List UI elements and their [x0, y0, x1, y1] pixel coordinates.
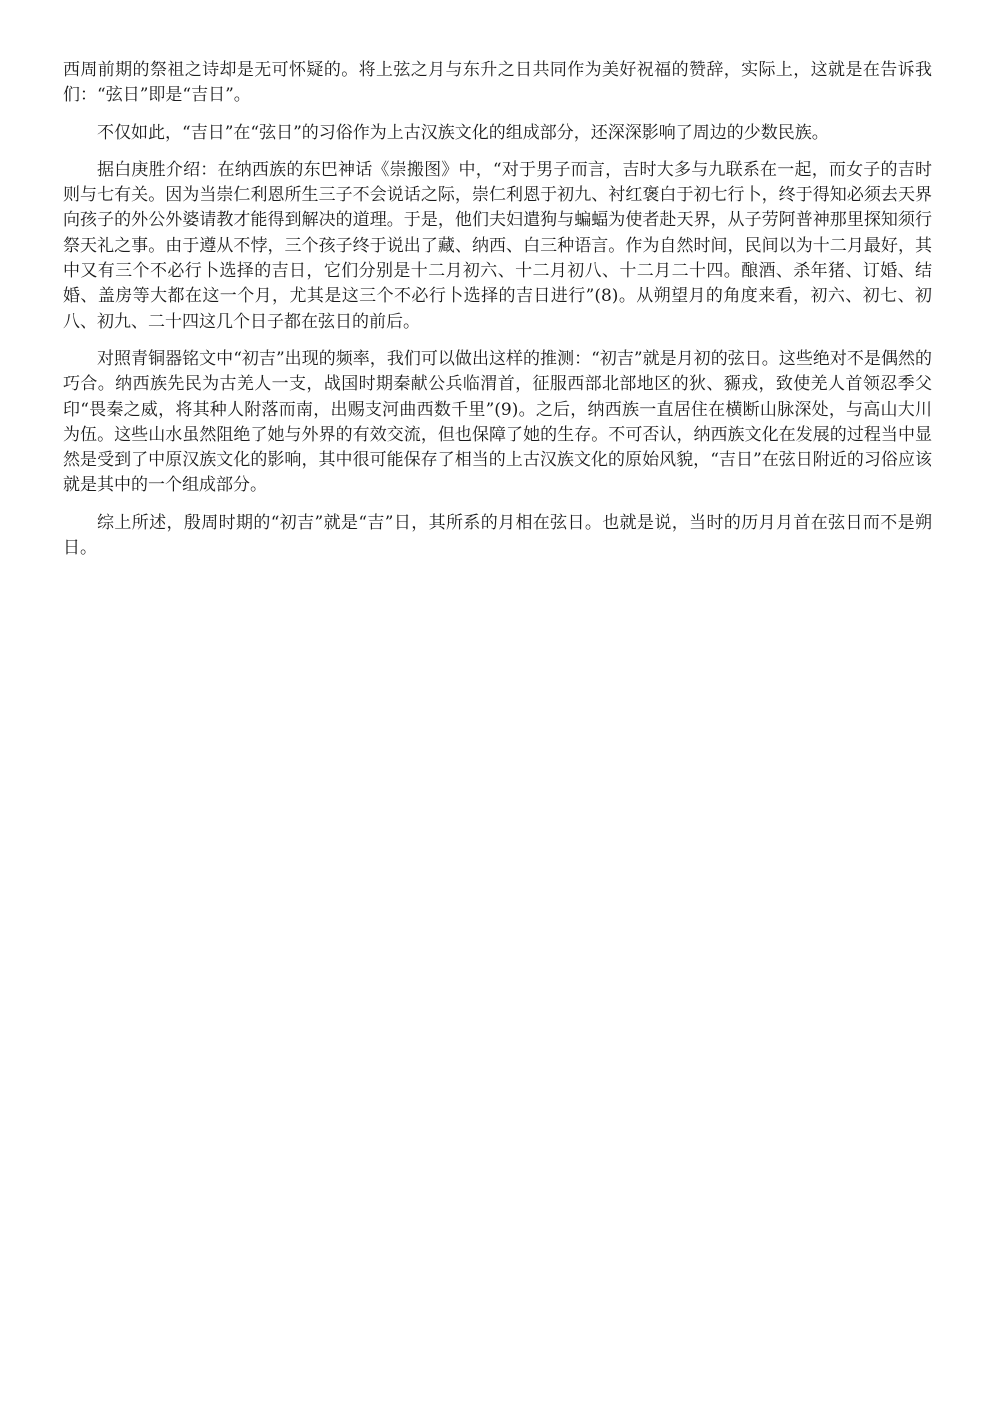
paragraph-continuation: 西周前期的祭祖之诗却是无可怀疑的。将上弦之月与东升之日共同作为美好祝福的赞辞，实际上，这就是在告诉我们：“弦日”即是“吉日”。 — [63, 60, 932, 106]
paragraph: 综上所述，殷周时期的“初吉”就是“吉”日，其所系的月相在弦日。也就是说，当时的历月月首在弦日而不是朔日。 — [63, 512, 932, 559]
paragraph: 据白庚胜介绍：在纳西族的东巴神话《崇搬图》中，“对于男子而言，吉时大多与九联系在一起，而女子的吉时则与七有关。因为当崇仁利恩所生三子不会说话之际，崇仁利恩于初九、衬红褒白于初七行卜，终于得知必须去天界向孩子的外公外婆请教才能得到解决的道理。于是，他们夫妇遣狗与蝙蝠为使者赴天界，从子劳阿普神那里探知须行祭天礼之事。由于遵从不悖，三个孩子终于说出了藏、纳西、白三种语言。作为自然时间，民间以为十二月最好，其中又有三个不必行卜选择的吉日，它们分别是十二月初六、十二月初八、十二月二十四。酿酒、杀年猪、订婚、结婚、盖房等大都在这一个月，尤其是这三个不必行卜选择的吉日进行”(8)。从朔望月的角度来看，初六、初七、初八、初九、二十四这几个日子都在弦日的前后。 — [63, 159, 932, 332]
paragraph: 不仅如此，“吉日”在“弦日”的习俗作为上古汉族文化的组成部分，还深深影响了周边的少数民族。 — [97, 122, 829, 143]
paragraph: 对照青铜器铭文中“初吉”出现的频率，我们可以做出这样的推测：“初吉”就是月初的弦日。这些绝对不是偶然的巧合。纳西族先民为古羌人一支，战国时期秦献公兵临渭首，征服西部北部地区的狄、豲戎，致使羌人首领忍季父印“畏秦之威，将其种人附落而南，出赐支河曲西数千里”(9)。之后，纳西族一直居住在横断山脉深处，与高山大川为伍。这些山水虽然阻绝了她与外界的有效交流，但也保障了她的生存。不可否认，纳西族文化在发展的过程当中显然是受到了中原汉族文化的影响，其中很可能保存了相当的上古汉族文化的原始风貌，“吉日”在弦日附近的习俗应该就是其中的一个组成部分。 — [63, 348, 932, 496]
document-page — [63, 58, 932, 573]
